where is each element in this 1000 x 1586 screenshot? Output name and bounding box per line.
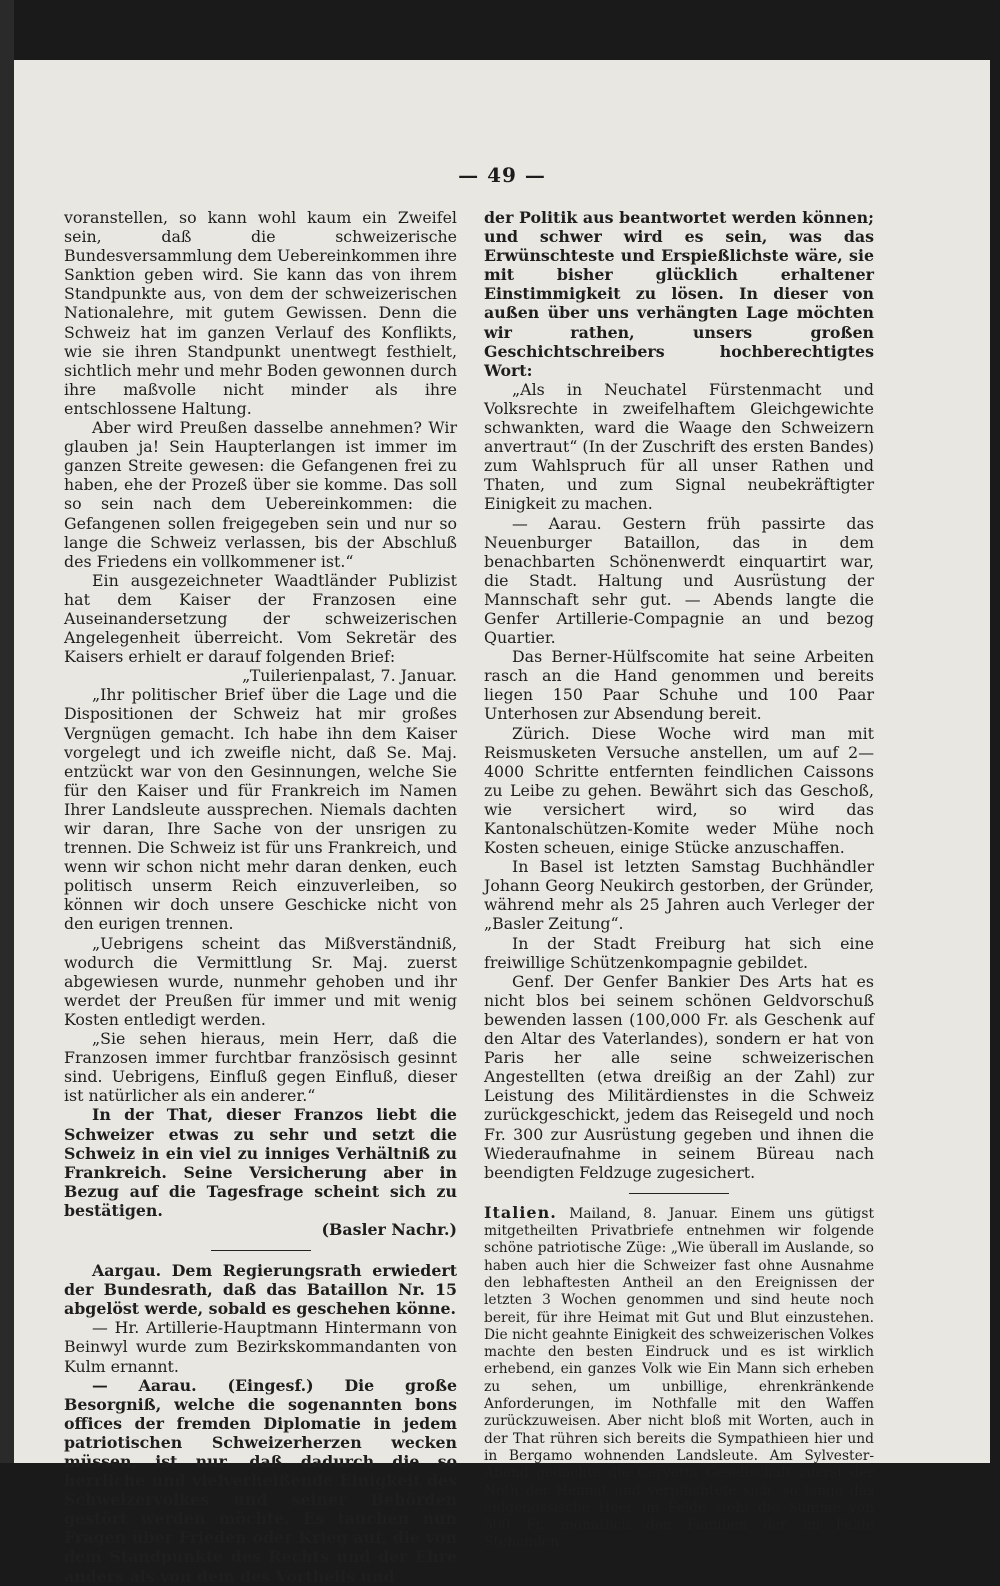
section-divider xyxy=(211,1250,311,1252)
news-item: Zürich. Diese Woche wird man mit Reismusketen Versuche anstellen, um auf 2—4000 Schritte entfernten feindlichen Caissons zu Leibe zu gehen. Bewährt sich das Geschoß, wie versichert wird, so wird das Kantonalschützen-Komite weder Mühe noch Kosten scheuen, einige Stücke anzuschaffen. xyxy=(484,723,874,858)
section-divider xyxy=(629,1193,729,1195)
paragraph: der Politik aus beantwortet werden können; und schwer wird es sein, was das Erwünschteste und Erspießlichste wäre, sie mit bisher glücklich erhaltener Einstimmigkeit zu lösen. In dieser von außen über uns verhängten Lage möchten wir rathen, unsers großen Geschichtschreibers hochberechtigtes Wort: xyxy=(484,208,874,380)
paragraph: Ein ausgezeichneter Waadtländer Publizist hat dem Kaiser der Franzosen eine Auseinandersetzung der schweizerischen Angelegenheit überreicht. Vom Sekretär des Kaisers erhielt er darauf folgenden Brief: xyxy=(64,570,457,667)
paragraph: Aber wird Preußen dasselbe annehmen? Wir glauben ja! Sein Haupterlangen ist immer im ganzen Streite gewesen: die Gefangenen frei zu haben, ehe der Prozeß über sie komme. Das soll so sein nach dem Uebereinkommen: die Gefangenen sollen freigegeben sein und nur so lange die Schweiz verlassen, bis der Abschluß des Friedens ein vollkommener ist.“ xyxy=(64,418,457,571)
left-column xyxy=(64,208,457,1586)
news-item: Genf. Der Genfer Bankier Des Arts hat es nicht blos bei seinem schönen Geldvorschuß bewenden lassen (100,000 Fr. als Geschenk auf den Altar des Vaterlandes), sondern er hat von Paris her alle seine schweizerischen Angestellten (etwa dreißig an der Zahl) zur Leistung des Militärdienstes in die Schweiz zurückgeschickt, jedem das Reisegeld und noch Fr. 300 zur Ausrüstung gegeben und ihnen die Wiederaufnahme in seinem Büreau nach beendigten Feldzuge zugesichert. xyxy=(484,971,874,1182)
book-binding xyxy=(0,0,14,1463)
paragraph: In der That, dieser Franzos liebt die Schweizer etwas zu sehr und setzt die Schweiz in ein viel zu inniges Verhältniß zu Frankreich. Seine Versicherung aber in Bezug auf die Tagesfrage scheint sich zu bestätigen. xyxy=(64,1105,457,1220)
news-item: — Aarau. (Eingesf.) Die große Besorgniß, welche die sogenannten bons offices der fremden Diplomatie in jedem patriotischen Schweizerherzen wecken müssen, ist nur, daß dadurch die so herrliche und vielverheißende Einigkeit des Schweizervolkes und seiner Behörden gestört werden möchte. Es tauchen nun Fragen über Frieden oder Krieg auf, die von dem Standpunkte des Rechts und der Ehre anders als von dem des Vortheils und xyxy=(64,1375,457,1586)
section-heading-italien: Italien. xyxy=(484,1202,557,1222)
right-column xyxy=(484,208,874,1552)
newspaper-page xyxy=(14,60,990,1586)
source-attribution: (Basler Nachr.) xyxy=(321,1219,457,1239)
news-item: Das Berner-Hülfscomite hat seine Arbeiten rasch an die Hand genommen und bereits liegen 150 Paar Schuhe und 100 Paar Unterhosen zur Absendung bereit. xyxy=(484,647,874,724)
news-item: In Basel ist letzten Samstag Buchhändler Johann Georg Neukirch gestorben, der Gründer, während mehr als 25 Jahren auch Verleger der „Basler Zeitung“. xyxy=(484,857,874,934)
paragraph: „Sie sehen hieraus, mein Herr, daß die Franzosen immer furchtbar französisch gesinnt sind. Uebrigens, Einfluß gegen Einfluß, dieser ist natürlicher als ein anderer.“ xyxy=(64,1029,457,1106)
paragraph: voranstellen, so kann wohl kaum ein Zweifel sein, daß die schweizerische Bundesversammlung dem Uebereinkommen ihre Sanktion geben wird. Sie kann das von ihrem Standpunkte aus, von dem der schweizerischen Nationalehre, mit gutem Gewissen. Denn die Schweiz hat im ganzen Verlauf des Konflikts, wie sie ihren Standpunkt unentwegt festhielt, sichtlich mehr und mehr Boden gewonnen durch ihre maßvolle nicht minder als ihre entschlossene Haltung. xyxy=(64,208,457,418)
news-item: Mailand, 8. Januar. Einem uns gütigst mitgetheilten Privatbriefe entnehmen wir folgende schöne patriotische Züge: „Wie überall im Auslande, so haben auch hier die Schweizer fast ohne Ausnahme den lebhaftesten Antheil an den Ereignissen der letzten 3 Wochen genommen und sind heute noch bereit, für ihre Heimat mit Gut und Blut einzustehen. Die nicht geahnte Einigkeit des schweizerischen Volkes machte den besten Eindruck und es ist wirklich erhebend, ein ganzes Volk wie Ein Mann sich erheben zu sehen, um unbillige, ehrenkränkende Anforderungen, im Nothfalle mit den Waffen zurückzuweisen. Aber nicht bloß mit Worten, auch in der That rühren sich bereits die Sympathieen hier und in Bergamo wohnenden Landsleute. Am Sylvester-Abend gedachte die Cervetta Gesellschaft zuerst der Noth der Heimat und verpflichtete sich, so lange das eidgenössische Heer im Felde steht die Summe von 500 Fr. monatlich den Familien der im Felde Stehenden xyxy=(484,1205,875,1551)
block-quote: „Als in Neuchatel Fürstenmacht und Volksrechte in zweifelhaftem Gleichgewichte schwankten, ward die Waage den Schweizern anvertraut“ (In der Zuschrift des ersten Bandes) zum Wahlspruch für all unser Rathen und Thaten, und zum Signal neubekräftigter Einigkeit zu machen. xyxy=(484,379,874,514)
letter-dateline: „Tuilerienpalast, 7. Januar. xyxy=(242,666,457,686)
news-item: In der Stadt Freiburg hat sich eine freiwillige Schützenkompagnie gebildet. xyxy=(484,933,874,972)
news-item: — Hr. Artillerie-Hauptmann Hintermann von Beinwyl wurde zum Bezirkskommandanten von Kulm ernannt. xyxy=(64,1318,457,1376)
paragraph: „Ihr politischer Brief über die Lage und die Dispositionen der Schweiz hat mir großes Vergnügen gemacht. Ich habe ihn dem Kaiser vorgelegt und ich zweifle nicht, daß Se. Maj. entzückt war von den Gesinnungen, welche Sie für den Kaiser und für Frankreich im Namen Ihrer Landsleute aussprechen. Niemals dachten wir daran, Ihre Sache von der unsrigen zu trennen. Die Schweiz ist für uns Frankreich, und wenn wir schon nicht mehr daran denken, euch politisch unserm Reich einzuverleiben, so können wir doch unsere Geschicke nicht von den eurigen trennen. xyxy=(64,685,457,934)
news-item: — Aarau. Gestern früh passirte das Neuenburger Bataillon, das in dem benachbarten Schönenwerdt einquartirt war, die Stadt. Haltung und Ausrüstung der Mannschaft sehr gut. — Abends langte die Genfer Artillerie-Compagnie an und bezog Quartier. xyxy=(484,513,874,648)
news-item: Aargau. Dem Regierungsrath erwiedert der Bundesrath, daß das Bataillon Nr. 15 abgelöst werde, sobald es geschehen könne. xyxy=(64,1261,457,1319)
page-number: — 49 — xyxy=(458,163,546,187)
paragraph: „Uebrigens scheint das Mißverständniß, wodurch die Vermittlung Sr. Maj. zuerst abgewiesen wurde, nunmehr gehoben und ihr werdet der Preußen für immer und mit wenig Kosten entledigt werden. xyxy=(64,933,457,1029)
